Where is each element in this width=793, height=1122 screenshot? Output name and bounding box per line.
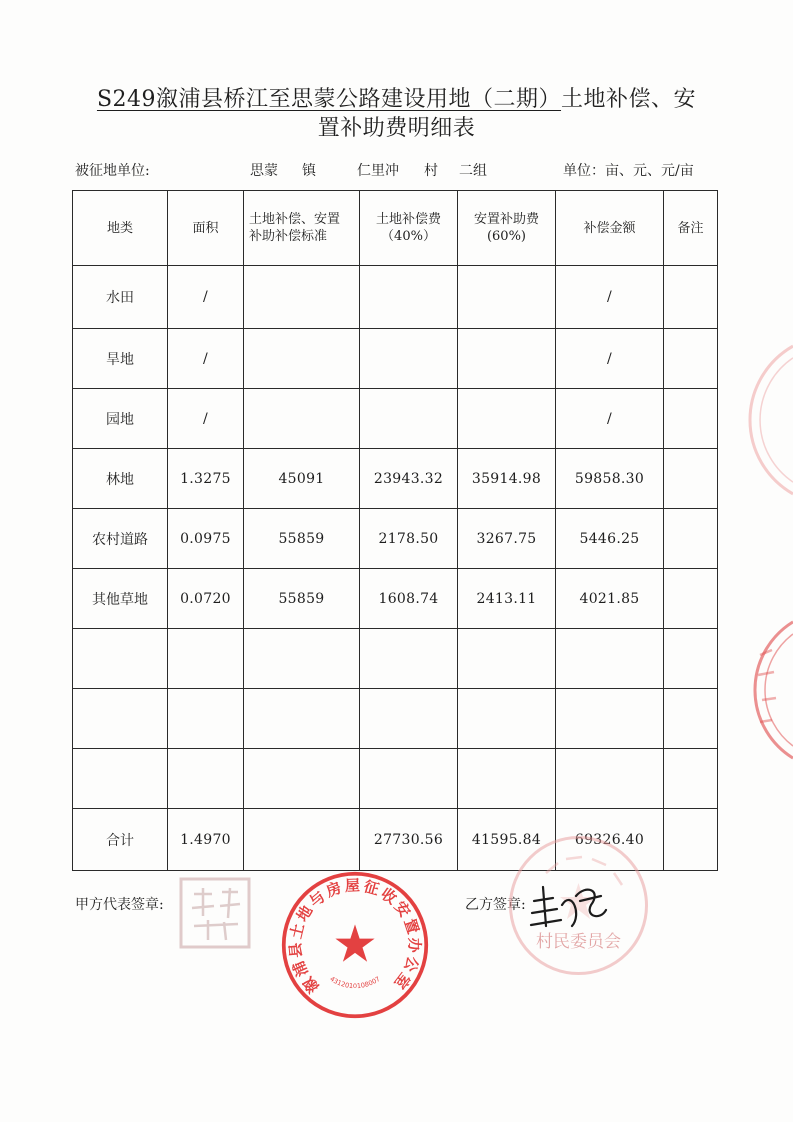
cell-land-fee: 2178.50	[360, 509, 458, 569]
cell-amount: /	[556, 389, 664, 449]
header-row	[73, 191, 718, 266]
town-name: 思蒙	[250, 163, 278, 179]
signature-mark	[531, 887, 606, 926]
cell-amount	[556, 629, 664, 689]
cell-amount	[556, 749, 664, 809]
cell-land-fee	[360, 629, 458, 689]
header-land-fee-label: 土地补偿费	[375, 212, 441, 227]
header-standard	[244, 191, 360, 266]
seal-code-text: 4312010108007	[328, 974, 382, 991]
document-title-line1	[0, 86, 793, 114]
cell-land-fee: 23943.32	[360, 449, 458, 509]
cell-standard	[244, 809, 360, 871]
cell-type: 合计	[73, 809, 168, 871]
official-seal	[280, 870, 430, 1020]
cell-resettle-fee: 41595.84	[458, 809, 556, 871]
header-standard-line2: 补助补偿标准	[249, 229, 328, 244]
compensation-table	[72, 190, 718, 871]
table-row	[73, 569, 718, 629]
header-resettle-fee	[458, 191, 556, 266]
village-suffix: 村	[424, 163, 438, 179]
cell-remark	[664, 689, 718, 749]
units-note: 单位：亩、元、元/亩	[563, 163, 694, 179]
cell-area: /	[168, 329, 244, 389]
table-body	[73, 266, 718, 871]
cell-remark	[664, 809, 718, 871]
cell-area	[168, 749, 244, 809]
header-remark: 备注	[664, 191, 718, 266]
header-amount: 补偿金额	[556, 191, 664, 266]
header-land-type: 地类	[73, 191, 168, 266]
table-row	[73, 449, 718, 509]
unit-label: 被征地单位:	[75, 163, 150, 179]
town-suffix: 镇	[302, 163, 316, 179]
cell-resettle-fee	[458, 629, 556, 689]
cell-type	[73, 749, 168, 809]
cell-standard: 55859	[244, 569, 360, 629]
cell-land-fee	[360, 749, 458, 809]
group-name: 二组	[459, 163, 487, 179]
cell-type	[73, 689, 168, 749]
cell-type	[73, 629, 168, 689]
table-row	[73, 509, 718, 569]
document-title-line2: 置补助费明细表	[317, 116, 476, 141]
cell-standard: 55859	[244, 509, 360, 569]
cell-type: 旱地	[73, 329, 168, 389]
header-resettle-fee-label: 安置补助费	[473, 212, 539, 227]
header-land-fee-pct: （40%）	[381, 229, 436, 244]
table-row	[73, 689, 718, 749]
header-standard-line1: 土地补偿、安置	[249, 212, 341, 227]
title-underlined-part: S249溆浦县桥江至思蒙公路建设用地（二期）	[96, 87, 562, 112]
cell-amount: /	[556, 266, 664, 329]
cell-standard	[244, 629, 360, 689]
svg-text:4312010108007	[328, 975, 381, 990]
cell-area	[168, 689, 244, 749]
cell-resettle-fee	[458, 689, 556, 749]
cell-amount: 4021.85	[556, 569, 664, 629]
cell-land-fee: 27730.56	[360, 809, 458, 871]
seal-star-icon	[335, 924, 374, 961]
cell-remark	[664, 329, 718, 389]
table-row	[73, 329, 718, 389]
svg-text:溆浦县土地与房屋征收安置办公室	[286, 876, 423, 996]
cell-land-fee	[360, 689, 458, 749]
cell-remark	[664, 449, 718, 509]
cell-standard	[244, 749, 360, 809]
table-row	[73, 749, 718, 809]
cell-area: 1.4970	[168, 809, 244, 871]
header-land-fee	[360, 191, 458, 266]
cell-resettle-fee	[458, 749, 556, 809]
table-row	[73, 389, 718, 449]
cell-area: 1.3275	[168, 449, 244, 509]
cell-resettle-fee: 3267.75	[458, 509, 556, 569]
cell-standard	[244, 389, 360, 449]
cell-type: 林地	[73, 449, 168, 509]
table-row	[73, 266, 718, 329]
title-tail-part: 土地补偿、安	[561, 87, 697, 112]
cell-type: 园地	[73, 389, 168, 449]
cell-area: 0.0975	[168, 509, 244, 569]
edge-stamp-upper	[750, 346, 793, 494]
header-area: 面积	[168, 191, 244, 266]
cell-land-fee	[360, 329, 458, 389]
cell-remark	[664, 629, 718, 689]
cell-remark	[664, 389, 718, 449]
cell-land-fee	[360, 389, 458, 449]
rect-stamp	[178, 876, 254, 952]
cell-resettle-fee	[458, 389, 556, 449]
header-resettle-fee-pct: (60%)	[486, 229, 527, 244]
cell-amount: 69326.40	[556, 809, 664, 871]
cell-land-fee	[360, 266, 458, 329]
cell-area: /	[168, 266, 244, 329]
table-row	[73, 629, 718, 689]
cell-land-fee: 1608.74	[360, 569, 458, 629]
total-row	[73, 809, 718, 871]
cell-remark	[664, 749, 718, 809]
cell-type: 其他草地	[73, 569, 168, 629]
cell-amount: 59858.30	[556, 449, 664, 509]
cell-resettle-fee	[458, 329, 556, 389]
party-a-signature-label: 甲方代表签章:	[75, 897, 164, 913]
village-name: 仁里冲	[357, 163, 399, 179]
cell-type: 农村道路	[73, 509, 168, 569]
cell-standard	[244, 266, 360, 329]
cell-resettle-fee	[458, 266, 556, 329]
cell-amount: /	[556, 329, 664, 389]
cell-standard: 45091	[244, 449, 360, 509]
village-seal-text: 村民委员会	[536, 932, 621, 952]
cell-resettle-fee: 35914.98	[458, 449, 556, 509]
cell-resettle-fee: 2413.11	[458, 569, 556, 629]
cell-standard	[244, 329, 360, 389]
cell-amount: 5446.25	[556, 509, 664, 569]
edge-stamp-lower	[755, 622, 793, 758]
cell-standard	[244, 689, 360, 749]
cell-type: 水田	[73, 266, 168, 329]
party-b-signature-label: 乙方签章:	[465, 897, 526, 913]
cell-area	[168, 629, 244, 689]
cell-remark	[664, 266, 718, 329]
cell-remark	[664, 509, 718, 569]
seal-ring-text: 溆浦县土地与房屋征收安置办公室	[286, 876, 424, 997]
cell-amount	[556, 689, 664, 749]
cell-area: 0.0720	[168, 569, 244, 629]
cell-area: /	[168, 389, 244, 449]
cell-remark	[664, 569, 718, 629]
